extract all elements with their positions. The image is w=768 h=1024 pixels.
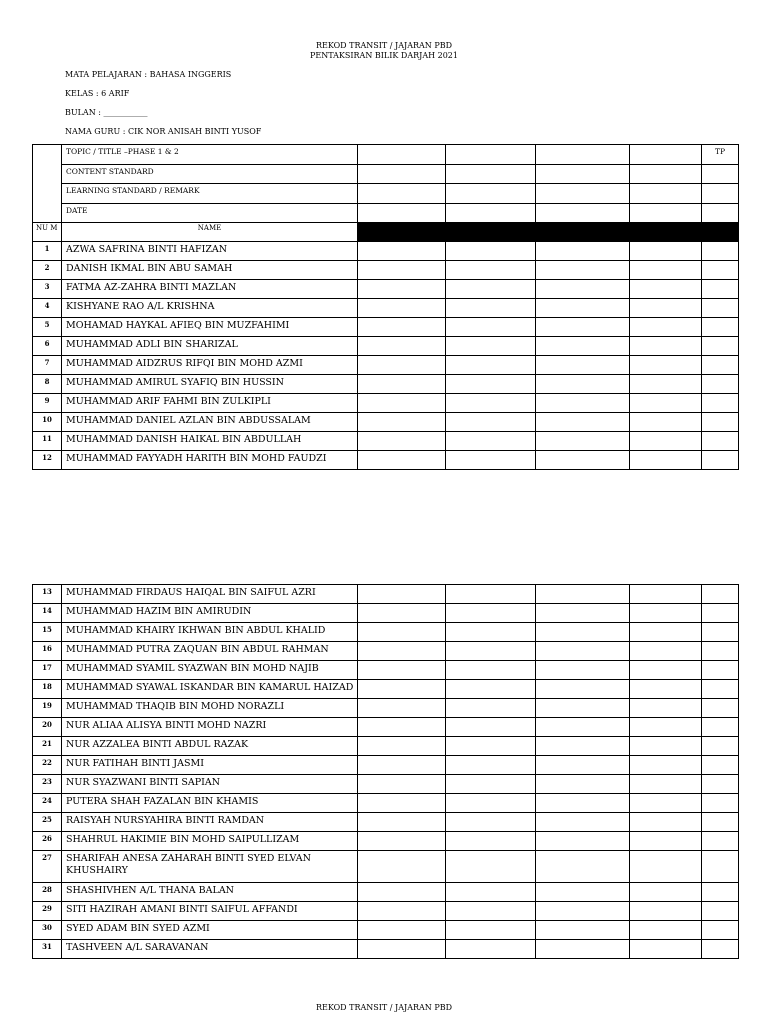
score-cell[interactable]: [702, 280, 739, 299]
score-cell[interactable]: [446, 756, 536, 775]
score-cell[interactable]: [630, 242, 702, 261]
score-cell[interactable]: [702, 832, 739, 851]
score-cell[interactable]: [536, 242, 630, 261]
score-cell[interactable]: [358, 642, 446, 661]
score-cell[interactable]: [446, 921, 536, 940]
grid-cell[interactable]: [446, 184, 536, 204]
student-row: [33, 756, 739, 775]
score-cell[interactable]: [630, 921, 702, 940]
score-cell[interactable]: [358, 921, 446, 940]
score-cell[interactable]: [536, 699, 630, 718]
score-cell[interactable]: [630, 623, 702, 642]
student-number: 8: [33, 375, 62, 394]
student-number: 18: [33, 680, 62, 699]
score-cell[interactable]: [536, 851, 630, 883]
student-name: TASHVEEN A/L SARAVANAN: [62, 940, 358, 959]
student-name: MUHAMMAD DANISH HAIKAL BIN ABDULLAH: [62, 432, 358, 451]
score-cell[interactable]: [630, 661, 702, 680]
student-number: 15: [33, 623, 62, 642]
student-name: MUHAMMAD PUTRA ZAQUAN BIN ABDUL RAHMAN: [62, 642, 358, 661]
student-name: SITI HAZIRAH AMANI BINTI SAIFUL AFFANDI: [62, 902, 358, 921]
student-number: 17: [33, 661, 62, 680]
score-cell[interactable]: [630, 604, 702, 623]
score-cell[interactable]: [536, 794, 630, 813]
student-row: [33, 451, 739, 470]
score-cell[interactable]: [446, 299, 536, 318]
student-number: 22: [33, 756, 62, 775]
grid-cell[interactable]: [702, 204, 739, 223]
student-name: KISHYANE RAO A/L KRISHNA: [62, 299, 358, 318]
student-row: [33, 261, 739, 280]
score-cell[interactable]: [358, 794, 446, 813]
student-name: MUHAMMAD HAZIM BIN AMIRUDIN: [62, 604, 358, 623]
student-row: [33, 604, 739, 623]
score-cell[interactable]: [446, 699, 536, 718]
grid-cell[interactable]: [446, 145, 536, 165]
score-cell[interactable]: [536, 375, 630, 394]
score-cell[interactable]: [446, 337, 536, 356]
score-cell[interactable]: [358, 756, 446, 775]
student-row: [33, 432, 739, 451]
score-cell[interactable]: [702, 883, 739, 902]
score-cell[interactable]: [446, 280, 536, 299]
score-cell[interactable]: [536, 337, 630, 356]
score-cell[interactable]: [702, 642, 739, 661]
student-row: [33, 718, 739, 737]
student-name: AZWA SAFRINA BINTI HAFIZAN: [62, 242, 358, 261]
score-cell[interactable]: [536, 585, 630, 604]
score-cell[interactable]: [446, 642, 536, 661]
student-number: 9: [33, 394, 62, 413]
student-name: NUR ALIAA ALISYA BINTI MOHD NAZRI: [62, 718, 358, 737]
student-row: [33, 737, 739, 756]
score-cell[interactable]: [536, 299, 630, 318]
grid-cell[interactable]: [536, 204, 630, 223]
student-row: [33, 921, 739, 940]
score-cell[interactable]: [702, 375, 739, 394]
score-cell[interactable]: [630, 813, 702, 832]
student-number: 30: [33, 921, 62, 940]
score-cell[interactable]: [630, 261, 702, 280]
score-cell[interactable]: [536, 432, 630, 451]
score-cell[interactable]: [630, 940, 702, 959]
score-cell[interactable]: [358, 280, 446, 299]
student-number: 23: [33, 775, 62, 794]
score-cell[interactable]: [702, 242, 739, 261]
student-name: DANISH IKMAL BIN ABU SAMAH: [62, 261, 358, 280]
score-cell[interactable]: [702, 318, 739, 337]
student-name: SHASHIVHEN A/L THANA BALAN: [62, 883, 358, 902]
footer-title: REKOD TRANSIT / JAJARAN PBD: [315, 1003, 453, 1012]
grid-cell[interactable]: [630, 184, 702, 204]
student-name: NUR AZZALEA BINTI ABDUL RAZAK: [62, 737, 358, 756]
score-cell[interactable]: [702, 718, 739, 737]
score-cell[interactable]: [702, 756, 739, 775]
score-cell[interactable]: [630, 883, 702, 902]
score-cell[interactable]: [358, 775, 446, 794]
score-cell[interactable]: [702, 337, 739, 356]
score-cell[interactable]: [630, 680, 702, 699]
student-row: [33, 883, 739, 902]
score-cell[interactable]: [702, 813, 739, 832]
student-number: 27: [33, 851, 62, 883]
student-name: NUR SYAZWANI BINTI SAPIAN: [62, 775, 358, 794]
score-cell[interactable]: [358, 318, 446, 337]
score-cell[interactable]: [702, 940, 739, 959]
score-cell[interactable]: [702, 851, 739, 883]
student-name: MUHAMMAD THAQIB BIN MOHD NORAZLI: [62, 699, 358, 718]
score-cell[interactable]: [630, 699, 702, 718]
score-cell[interactable]: [358, 699, 446, 718]
score-cell[interactable]: [446, 832, 536, 851]
score-cell[interactable]: [446, 794, 536, 813]
grid-cell[interactable]: [702, 165, 739, 184]
score-cell[interactable]: [536, 832, 630, 851]
score-cell[interactable]: [358, 832, 446, 851]
student-number: 7: [33, 356, 62, 375]
tp-label: TP: [702, 145, 739, 165]
score-cell[interactable]: [702, 432, 739, 451]
student-name: MUHAMMAD FAYYADH HARITH BIN MOHD FAUDZI: [62, 451, 358, 470]
grid-cell[interactable]: [536, 145, 630, 165]
student-number: 21: [33, 737, 62, 756]
grid-cell[interactable]: [630, 145, 702, 165]
student-number: 16: [33, 642, 62, 661]
grid-cell[interactable]: [446, 204, 536, 223]
score-cell[interactable]: [702, 794, 739, 813]
score-cell[interactable]: [446, 775, 536, 794]
student-number: 24: [33, 794, 62, 813]
student-row: [33, 902, 739, 921]
score-cell[interactable]: [446, 432, 536, 451]
score-cell[interactable]: [702, 394, 739, 413]
score-cell[interactable]: [446, 623, 536, 642]
score-cell[interactable]: [630, 280, 702, 299]
month-line: BULAN : ___________: [65, 108, 148, 117]
student-row: [33, 242, 739, 261]
student-name: MUHAMMAD ARIF FAHMI BIN ZULKIPLI: [62, 394, 358, 413]
grid-cell[interactable]: [536, 165, 630, 184]
score-cell[interactable]: [358, 718, 446, 737]
score-cell[interactable]: [536, 737, 630, 756]
grid-cell[interactable]: [630, 165, 702, 184]
student-row: [33, 375, 739, 394]
grid-cell[interactable]: [358, 204, 446, 223]
score-cell[interactable]: [536, 813, 630, 832]
score-cell[interactable]: [630, 718, 702, 737]
score-cell[interactable]: [630, 832, 702, 851]
student-name: MUHAMMAD AMIRUL SYAFIQ BIN HUSSIN: [62, 375, 358, 394]
score-cell[interactable]: [446, 883, 536, 902]
score-cell[interactable]: [358, 813, 446, 832]
score-cell[interactable]: [536, 680, 630, 699]
score-cell[interactable]: [358, 661, 446, 680]
student-row: [33, 413, 739, 432]
student-number: 1: [33, 242, 62, 261]
score-cell[interactable]: [358, 261, 446, 280]
score-cell[interactable]: [536, 280, 630, 299]
student-name: FATMA AZ-ZAHRA BINTI MAZLAN: [62, 280, 358, 299]
score-cell[interactable]: [358, 680, 446, 699]
score-cell[interactable]: [630, 737, 702, 756]
score-cell[interactable]: [536, 775, 630, 794]
student-name: SHARIFAH ANESA ZAHARAH BINTI SYED ELVAN KHUSHAIRY: [62, 851, 358, 883]
score-cell[interactable]: [536, 661, 630, 680]
score-cell[interactable]: [702, 921, 739, 940]
student-number: 12: [33, 451, 62, 470]
score-cell[interactable]: [630, 775, 702, 794]
student-number: 14: [33, 604, 62, 623]
student-number: 29: [33, 902, 62, 921]
student-row: [33, 623, 739, 642]
score-cell[interactable]: [358, 851, 446, 883]
grid-cell[interactable]: [446, 165, 536, 184]
score-cell[interactable]: [446, 680, 536, 699]
student-row: [33, 813, 739, 832]
student-row: [33, 280, 739, 299]
score-cell[interactable]: [358, 737, 446, 756]
score-cell[interactable]: [630, 375, 702, 394]
student-number: 5: [33, 318, 62, 337]
student-number: 25: [33, 813, 62, 832]
name-column-header: NAME: [62, 223, 358, 242]
student-name: MUHAMMAD KHAIRY IKHWAN BIN ABDUL KHALID: [62, 623, 358, 642]
score-cell[interactable]: [630, 394, 702, 413]
class-line: KELAS : 6 ARIF: [65, 89, 130, 98]
student-name: MUHAMMAD SYAMIL SYAZWAN BIN MOHD NAJIB: [62, 661, 358, 680]
score-cell[interactable]: [630, 851, 702, 883]
student-number: 6: [33, 337, 62, 356]
student-number: 3: [33, 280, 62, 299]
score-cell[interactable]: [536, 902, 630, 921]
score-cell[interactable]: [446, 413, 536, 432]
date-label: DATE: [62, 204, 358, 223]
score-cell[interactable]: [702, 585, 739, 604]
grid-cell[interactable]: [702, 184, 739, 204]
score-cell[interactable]: [358, 299, 446, 318]
score-cell[interactable]: [446, 902, 536, 921]
score-cell[interactable]: [702, 775, 739, 794]
student-number: 13: [33, 585, 62, 604]
student-number: 31: [33, 940, 62, 959]
student-name: MUHAMMAD FIRDAUS HAIQAL BIN SAIFUL AZRI: [62, 585, 358, 604]
student-name: NUR FATIHAH BINTI JASMI: [62, 756, 358, 775]
score-cell[interactable]: [536, 642, 630, 661]
score-cell[interactable]: [358, 375, 446, 394]
student-row: [33, 775, 739, 794]
score-cell[interactable]: [702, 902, 739, 921]
student-number: 19: [33, 699, 62, 718]
score-cell[interactable]: [446, 451, 536, 470]
score-cell[interactable]: [446, 737, 536, 756]
score-cell[interactable]: [358, 883, 446, 902]
score-cell[interactable]: [358, 337, 446, 356]
student-name: MUHAMMAD AIDZRUS RIFQI BIN MOHD AZMI: [62, 356, 358, 375]
score-cell[interactable]: [702, 680, 739, 699]
score-cell[interactable]: [702, 261, 739, 280]
score-cell[interactable]: [702, 299, 739, 318]
teacher-line: NAMA GURU : CIK NOR ANISAH BINTI YUSOF: [65, 127, 262, 136]
student-name: MUHAMMAD SYAWAL ISKANDAR BIN KAMARUL HAIZAD: [62, 680, 358, 699]
score-cell[interactable]: [536, 883, 630, 902]
score-cell[interactable]: [446, 851, 536, 883]
num-column-header: NU M: [33, 223, 62, 242]
student-row: [33, 585, 739, 604]
student-row: [33, 642, 739, 661]
subject-line: MATA PELAJARAN : BAHASA INGGERIS: [65, 70, 232, 79]
score-cell[interactable]: [536, 356, 630, 375]
student-row: [33, 832, 739, 851]
content-standard-label: CONTENT STANDARD: [62, 165, 358, 184]
score-cell[interactable]: [446, 940, 536, 959]
score-cell[interactable]: [630, 756, 702, 775]
blacked-out-bar: [358, 223, 739, 242]
student-number: 10: [33, 413, 62, 432]
score-cell[interactable]: [536, 394, 630, 413]
student-name: MOHAMAD HAYKAL AFIEQ BIN MUZFAHIMI: [62, 318, 358, 337]
student-row: [33, 299, 739, 318]
student-name: SHAHRUL HAKIMIE BIN MOHD SAIPULLIZAM: [62, 832, 358, 851]
score-cell[interactable]: [702, 661, 739, 680]
score-cell[interactable]: [702, 356, 739, 375]
grid-cell[interactable]: [358, 184, 446, 204]
score-cell[interactable]: [536, 756, 630, 775]
student-number: 26: [33, 832, 62, 851]
student-number: 2: [33, 261, 62, 280]
student-row: [33, 851, 739, 883]
score-cell[interactable]: [536, 413, 630, 432]
student-name: SYED ADAM BIN SYED AZMI: [62, 921, 358, 940]
score-cell[interactable]: [536, 940, 630, 959]
score-cell[interactable]: [536, 921, 630, 940]
score-cell[interactable]: [446, 661, 536, 680]
score-cell[interactable]: [446, 604, 536, 623]
grid-cell[interactable]: [630, 204, 702, 223]
score-cell[interactable]: [702, 604, 739, 623]
score-cell[interactable]: [536, 451, 630, 470]
student-row: [33, 699, 739, 718]
score-cell[interactable]: [630, 451, 702, 470]
student-row: [33, 661, 739, 680]
document-subtitle: PENTAKSIRAN BILIK DARJAH 2021: [310, 51, 458, 60]
score-cell[interactable]: [702, 451, 739, 470]
score-cell[interactable]: [630, 585, 702, 604]
student-name: RAISYAH NURSYAHIRA BINTI RAMDAN: [62, 813, 358, 832]
student-row: [33, 337, 739, 356]
learning-standard-label: LEARNING STANDARD / REMARK: [62, 184, 358, 204]
student-name: MUHAMMAD DANIEL AZLAN BIN ABDUSSALAM: [62, 413, 358, 432]
score-cell[interactable]: [358, 432, 446, 451]
score-cell[interactable]: [702, 413, 739, 432]
score-cell[interactable]: [358, 394, 446, 413]
score-cell[interactable]: [446, 356, 536, 375]
score-cell[interactable]: [536, 623, 630, 642]
score-cell[interactable]: [630, 318, 702, 337]
score-cell[interactable]: [630, 299, 702, 318]
student-name: MUHAMMAD ADLI BIN SHARIZAL: [62, 337, 358, 356]
student-number: 28: [33, 883, 62, 902]
score-cell[interactable]: [358, 585, 446, 604]
grid-cell[interactable]: [358, 165, 446, 184]
document-title: REKOD TRANSIT / JAJARAN PBD: [315, 41, 453, 50]
score-cell[interactable]: [536, 718, 630, 737]
student-row: [33, 356, 739, 375]
assessment-table-2: [32, 584, 739, 959]
student-name: PUTERA SHAH FAZALAN BIN KHAMIS: [62, 794, 358, 813]
score-cell[interactable]: [630, 432, 702, 451]
student-number: 11: [33, 432, 62, 451]
score-cell[interactable]: [630, 794, 702, 813]
assessment-table-1: [32, 144, 739, 470]
score-cell[interactable]: [630, 356, 702, 375]
score-cell[interactable]: [358, 940, 446, 959]
corner-cell: [33, 145, 62, 223]
student-row: [33, 940, 739, 959]
score-cell[interactable]: [358, 413, 446, 432]
score-cell[interactable]: [446, 813, 536, 832]
score-cell[interactable]: [536, 261, 630, 280]
score-cell[interactable]: [536, 604, 630, 623]
score-cell[interactable]: [358, 356, 446, 375]
score-cell[interactable]: [702, 623, 739, 642]
student-number: 20: [33, 718, 62, 737]
score-cell[interactable]: [702, 699, 739, 718]
score-cell[interactable]: [630, 642, 702, 661]
score-cell[interactable]: [358, 902, 446, 921]
grid-cell[interactable]: [358, 145, 446, 165]
score-cell[interactable]: [630, 337, 702, 356]
score-cell[interactable]: [358, 451, 446, 470]
student-number: 4: [33, 299, 62, 318]
student-row: [33, 318, 739, 337]
grid-cell[interactable]: [536, 184, 630, 204]
score-cell[interactable]: [446, 375, 536, 394]
score-cell[interactable]: [446, 318, 536, 337]
score-cell[interactable]: [702, 737, 739, 756]
topic-label: TOPIC / TITLE –PHASE 1 & 2: [62, 145, 358, 165]
score-cell[interactable]: [446, 242, 536, 261]
score-cell[interactable]: [358, 623, 446, 642]
score-cell[interactable]: [630, 413, 702, 432]
score-cell[interactable]: [630, 902, 702, 921]
student-row: [33, 794, 739, 813]
score-cell[interactable]: [358, 604, 446, 623]
student-row: [33, 680, 739, 699]
score-cell[interactable]: [446, 718, 536, 737]
score-cell[interactable]: [446, 394, 536, 413]
score-cell[interactable]: [358, 242, 446, 261]
score-cell[interactable]: [536, 318, 630, 337]
score-cell[interactable]: [446, 585, 536, 604]
student-row: [33, 394, 739, 413]
score-cell[interactable]: [446, 261, 536, 280]
